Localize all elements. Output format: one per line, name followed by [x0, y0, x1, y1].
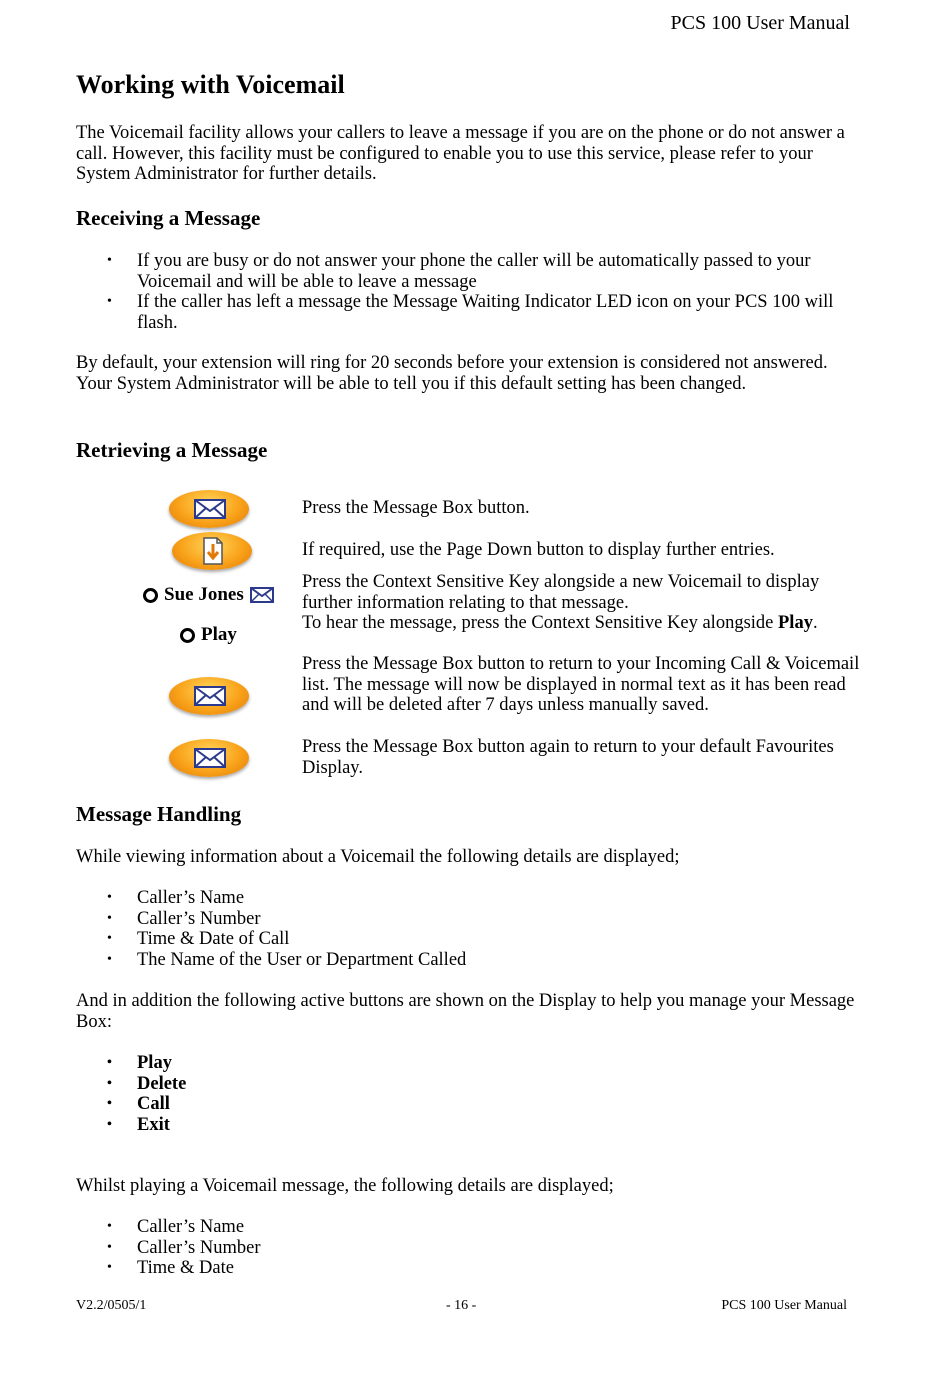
context-key-sue-jones[interactable] [143, 584, 274, 606]
list-item: • The Name of the User or Department Called [76, 950, 856, 971]
step-return-favourites: Press the Message Box button again to return to your default Favourites Display. [302, 737, 834, 778]
step-page-down: If required, use the Page Down button to display further entries. [302, 540, 775, 560]
list-item: • Caller’s Name [76, 1217, 856, 1238]
header-title: PCS 100 User Manual [670, 12, 850, 34]
step-play-text: To hear the message, press the Context Sensitive Key alongside [302, 613, 778, 633]
list-item: • Time & Date [76, 1258, 856, 1279]
context-key-icon [143, 588, 158, 603]
context-key-label: Sue Jones [164, 584, 244, 605]
step-play-keyword: Play [778, 613, 813, 633]
list-item: • If you are busy or do not answer your phone the caller will be automatically passed to your Voicemail and will be able to leave a message [76, 251, 856, 292]
step-message-box: Press the Message Box button. [302, 498, 530, 518]
retrieving-heading: Retrieving a Message [76, 438, 268, 462]
list-item: • Caller’s Number [76, 1238, 856, 1259]
details-intro: While viewing information about a Voicemail the following details are displayed; [76, 847, 680, 867]
envelope-icon [194, 686, 226, 706]
default-ring-note: By default, your extension will ring for 20 seconds before your extension is considered not answered. Your System Administrator will be able to tell you if this default setting has been changed. [76, 353, 828, 394]
active-buttons-list [76, 1053, 856, 1135]
footer-version: V2.2/0505/1 [76, 1298, 147, 1313]
message-box-button[interactable] [169, 490, 249, 528]
list-item: • Exit [76, 1115, 856, 1136]
page-down-button[interactable] [172, 532, 252, 570]
step-play-end: . [812, 613, 818, 633]
list-item: • Delete [76, 1074, 856, 1095]
envelope-icon [194, 499, 226, 519]
step-play [302, 613, 862, 634]
envelope-icon [194, 748, 226, 768]
buttons-intro: And in addition the following active buttons are shown on the Display to help you manage your Message Box: [76, 991, 855, 1032]
voicemail-envelope-icon [250, 587, 274, 603]
footer-page-number: - 16 - [446, 1298, 477, 1313]
receiving-heading: Receiving a Message [76, 206, 261, 230]
details-list [76, 888, 856, 970]
handling-heading: Message Handling [76, 802, 242, 826]
page-down-icon [202, 537, 224, 565]
list-item: • Caller’s Number [76, 909, 856, 930]
step-return-list: Press the Message Box button to return to your Incoming Call & Voicemail list. The message will now be displayed in normal text as it has been read and will be deleted after 7 days unless manually saved. [302, 654, 860, 715]
message-box-button[interactable] [169, 739, 249, 777]
step-context-key: Press the Context Sensitive Key alongside a new Voicemail to display further information relating to that message. [302, 572, 820, 613]
intro-paragraph: The Voicemail facility allows your callers to leave a message if you are on the phone or do not answer a call. However, this facility must be configured to enable you to use this service, please refer to your System Administrator for further details. [76, 123, 845, 184]
list-item: • Caller’s Name [76, 888, 856, 909]
list-item: • Time & Date of Call [76, 929, 856, 950]
list-item: • Play [76, 1053, 856, 1074]
context-key-label: Play [201, 624, 237, 645]
context-key-play[interactable] [180, 624, 237, 646]
list-item: • If the caller has left a message the Message Waiting Indicator LED icon on your PCS 100 will flash. [76, 292, 856, 333]
list-item: • Call [76, 1094, 856, 1115]
message-box-button[interactable] [169, 677, 249, 715]
receiving-list [76, 251, 856, 333]
playing-intro: Whilst playing a Voicemail message, the following details are displayed; [76, 1176, 614, 1196]
footer-title: PCS 100 User Manual [721, 1298, 847, 1313]
page-title: Working with Voicemail [76, 70, 345, 99]
playing-details-list [76, 1217, 856, 1279]
context-key-icon [180, 628, 195, 643]
